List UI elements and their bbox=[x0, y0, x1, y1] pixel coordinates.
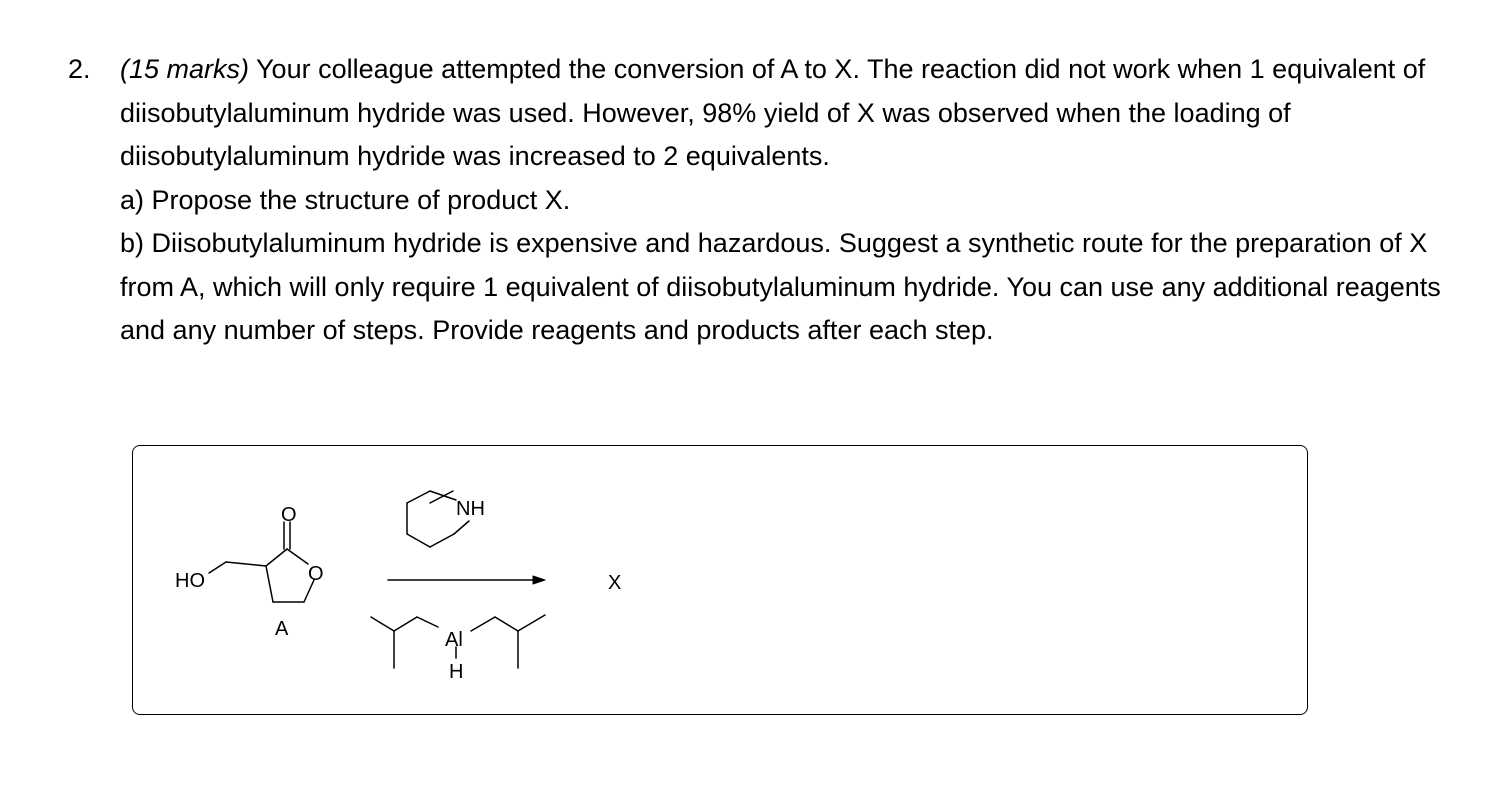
dibal-left-bond-2 bbox=[394, 617, 417, 631]
piperidine-nh-label: NH bbox=[456, 498, 485, 520]
ho-ch2-bond bbox=[209, 562, 226, 573]
ring-oxygen-label: O bbox=[308, 563, 324, 585]
piperidine-bond-5 bbox=[430, 534, 454, 547]
ring-bond-alpha-carbonyl bbox=[266, 549, 287, 566]
ch2-ring-bond bbox=[226, 562, 266, 566]
piperidine-bond-4 bbox=[407, 534, 430, 547]
dibal-right-al-ch2 bbox=[471, 617, 495, 631]
piperidine-bond-2 bbox=[407, 491, 430, 503]
piperidine-bond-6 bbox=[454, 521, 469, 534]
dibal-left-ch2-al bbox=[417, 617, 438, 627]
reactant-a-structure bbox=[209, 522, 314, 602]
question-intro bbox=[120, 48, 1450, 179]
question-intro-text: Your colleague attempted the conversion of A to X. The reaction did not work when 1 equivalent of diisobutylaluminum hydride was used. However, 98% yield of X was observed when the loading of diisobutylaluminum hydride was increased to 2 equivalents. bbox=[120, 54, 1426, 171]
piperidine-bond-n bbox=[430, 491, 456, 500]
dibal-right-bond-1 bbox=[495, 617, 518, 631]
product-label: X bbox=[608, 572, 622, 594]
dibal-left-bond-1 bbox=[371, 617, 394, 631]
reaction-scheme-box bbox=[132, 445, 1308, 715]
reaction-scheme bbox=[133, 446, 1309, 716]
reaction-arrow-head bbox=[533, 576, 545, 584]
question-part-a: a) Propose the structure of product X. bbox=[120, 184, 571, 215]
ring-bond-carbonyl-oxygen bbox=[287, 549, 308, 564]
hydroxyl-label: HO bbox=[175, 570, 205, 592]
question-body bbox=[120, 48, 1450, 353]
question-part-b: b) Diisobutylaluminum hydride is expensive and hazardous. Suggest a synthetic route for the preparation of X from A, which will only require 1 equivalent of diisobutylaluminum hydride. You can use any additional reagents and any number of steps. Provide reagents and products after each step. bbox=[120, 228, 1441, 345]
question-marks: (15 marks) bbox=[120, 54, 250, 84]
dibal-right-methyl-1 bbox=[518, 615, 545, 631]
ring-bond-ch2-alpha bbox=[266, 566, 273, 602]
hydride-label: H bbox=[449, 661, 464, 683]
aluminum-label: Al bbox=[445, 629, 463, 651]
question-number: 2. bbox=[68, 54, 91, 84]
reactant-label: A bbox=[275, 618, 289, 640]
carbonyl-oxygen-label: O bbox=[281, 504, 297, 526]
reaction-arrow bbox=[388, 576, 545, 584]
